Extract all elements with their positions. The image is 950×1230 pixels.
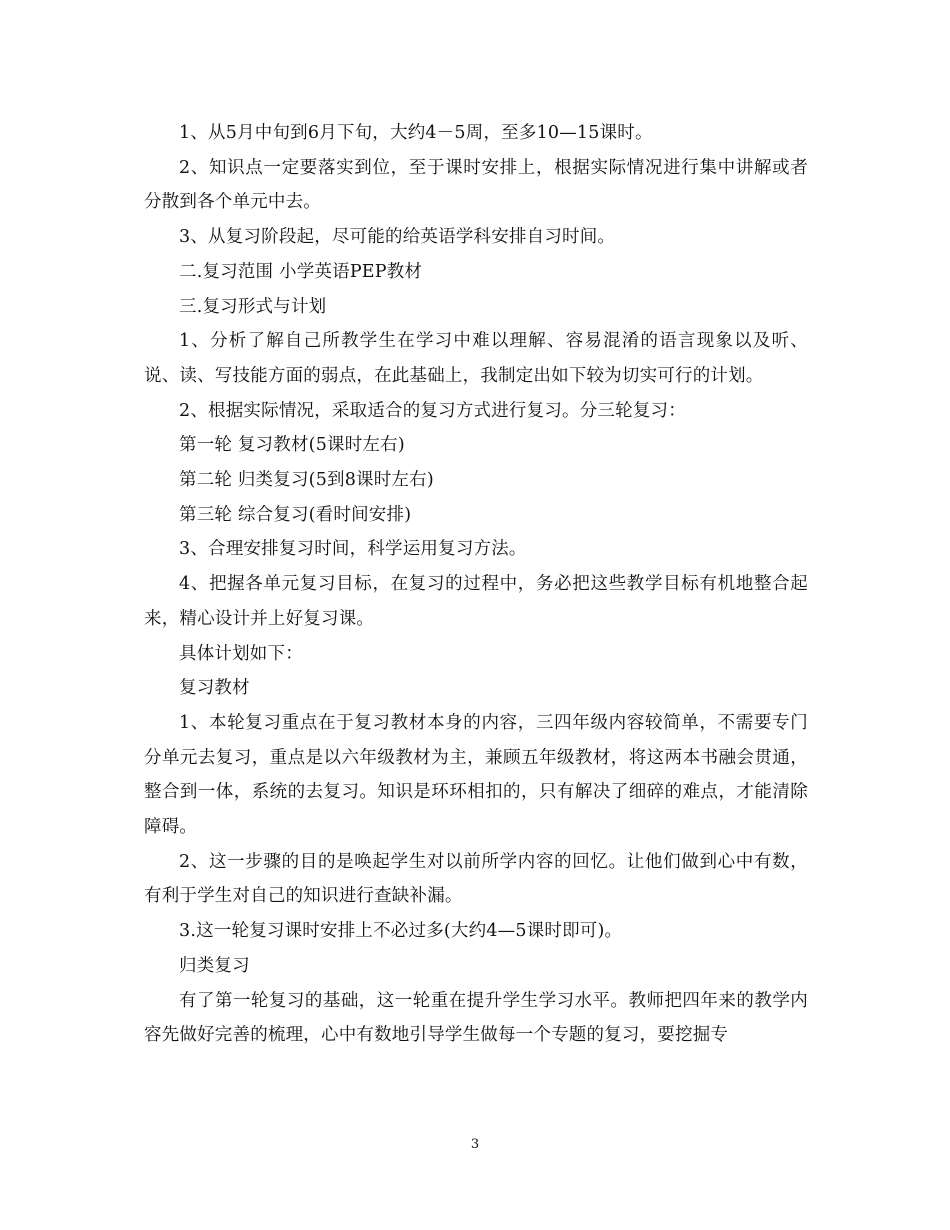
round-3: 第三轮 综合复习(看时间安排): [179, 504, 412, 525]
plan-intro: 具体计划如下：: [179, 643, 303, 664]
paragraph-analysis: 1、分析了解自己所教学生在学习中难以理解、容易混淆的语言现象以及听、说、读、写技能方面的弱点，在此基础上，我制定出如下较为切实可行的计划。: [144, 331, 808, 386]
subheading-review-textbook: 复习教材: [179, 678, 250, 699]
paragraph-1: 1、从5月中旬到6月下旬，大约4－5周，至多10—15课时。: [179, 123, 653, 143]
paragraph-three-rounds: 2、根据实际情况，采取适合的复习方式进行复习。分三轮复习：: [179, 400, 686, 421]
paragraph-textbook-3: 3.这一轮复习课时安排上不必过多(大约4—5课时即可)。: [179, 921, 623, 942]
round-2: 第二轮 归类复习(5到8课时左右): [179, 470, 434, 491]
section-heading-review-form: 三.复习形式与计划: [179, 296, 327, 317]
section-heading-review-scope: 二.复习范围 小学英语PEP教材: [179, 261, 423, 282]
document-body: [144, 116, 808, 1053]
paragraph-time-arrangement: 3、合理安排复习时间，科学运用复习方法。: [179, 539, 527, 560]
paragraph-3: 3、从复习阶段起，尽可能的给英语学科安排自习时间。: [179, 227, 616, 248]
paragraph-textbook-1: 1、本轮复习重点在于复习教材本身的内容，三四年级内容较简单，不需要专门分单元去复习，重点是以六年级教材为主，兼顾五年级教材，将这两本书融会贯通，整合到一体，系统的去复习。知识是环环相扣的，只有解决了细碎的难点，才能清除障碍。: [144, 712, 808, 838]
subheading-category-review: 归类复习: [179, 955, 250, 976]
page-number: 3: [470, 1137, 480, 1152]
round-1: 第一轮 复习教材(5课时左右): [179, 435, 405, 456]
paragraph-unit-goals: 4、把握各单元复习目标，在复习的过程中，务必把这些教学目标有机地整合起来，精心设计并上好复习课。: [144, 574, 808, 629]
paragraph-category-review: 有了第一轮复习的基础，这一轮重在提升学生学习水平。教师把四年来的教学内容先做好完善的梳理，心中有数地引导学生做每一个专题的复习，要挖掘专: [144, 990, 808, 1046]
paragraph-2: 2、知识点一定要落实到位，至于课时安排上，根据实际情况进行集中讲解或者分散到各个单元中去。: [144, 157, 808, 213]
paragraph-textbook-2: 2、这一步骤的目的是唤起学生对以前所学内容的回忆。让他们做到心中有数，有利于学生对自己的知识进行查缺补漏。: [144, 851, 808, 907]
